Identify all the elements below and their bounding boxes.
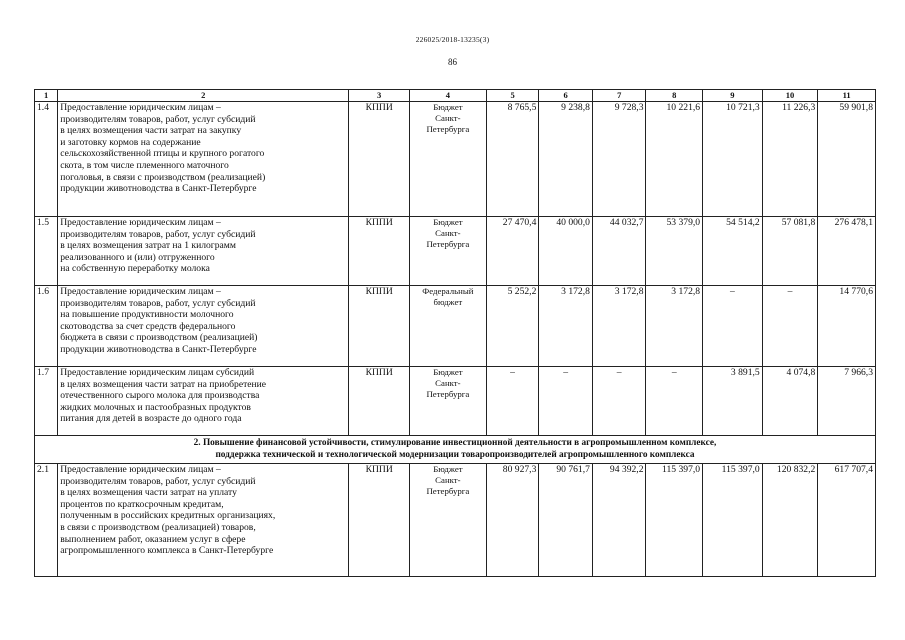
column-header: 7 [592, 90, 646, 102]
row-value: 94 392,2 [592, 464, 646, 577]
row-executor: КППИ [349, 367, 410, 436]
column-header-row [35, 90, 876, 102]
row-funding-source: Бюджет Санкт- Петербурга [409, 217, 486, 286]
row-value: 3 172,8 [592, 286, 646, 367]
row-value: 27 470,4 [486, 217, 539, 286]
table-row [35, 102, 876, 217]
row-value: 115 397,0 [646, 464, 703, 577]
row-number: 1.5 [35, 217, 58, 286]
row-description: Предоставление юридическим лицам – производителям товаров, работ, услуг субсидий в целях возмещения части затрат на закупку и заготовку кормов на содержание сельскохозяйственной птицы и крупного рогатого скота, в том числе племенного маточного поголовья, в связи с производством (реализацией) продукции животноводства в Санкт-Петербурге [58, 102, 349, 217]
row-funding-source: Бюджет Санкт- Петербурга [409, 464, 486, 577]
row-number: 1.6 [35, 286, 58, 367]
row-value: 53 379,0 [646, 217, 703, 286]
row-executor: КППИ [349, 102, 410, 217]
row-description: Предоставление юридическим лицам – производителям товаров, работ, услуг субсидий в целях возмещения затрат на 1 килограмм реализованного и (или) отгруженного на собственную переработку молока [58, 217, 349, 286]
column-header: 8 [646, 90, 703, 102]
row-value: 80 927,3 [486, 464, 539, 577]
row-description: Предоставление юридическим лицам – производителям товаров, работ, услуг субсидий в целях возмещения части затрат на уплату процентов по краткосрочным кредитам, полученным в российских кредитных организациях, в связи с производством (реализацией) товаров, выполнением работ, оказанием услуг в сфере агропромышленного комплекса в Санкт-Петербурге [58, 464, 349, 577]
row-description: Предоставление юридическим лицам – производителям товаров, работ, услуг субсидий на повышение продуктивности молочного скотоводства за счет средств федерального бюджета в связи с производством (реализацией) продукции животноводства в Санкт-Петербурге [58, 286, 349, 367]
column-header: 11 [818, 90, 876, 102]
row-value: 10 721,3 [703, 102, 763, 217]
row-value: 3 172,8 [539, 286, 593, 367]
page-number: 86 [448, 57, 457, 67]
document-id: 226025/2018-13235(3) [415, 35, 490, 44]
row-value: 40 000,0 [539, 217, 593, 286]
row-value: – [646, 367, 703, 436]
row-value: 44 032,7 [592, 217, 646, 286]
row-value: – [486, 367, 539, 436]
row-value: 115 397,0 [703, 464, 763, 577]
row-value: 11 226,3 [762, 102, 818, 217]
row-value: 4 074,8 [762, 367, 818, 436]
column-header: 6 [539, 90, 593, 102]
row-value: – [703, 286, 763, 367]
row-description: Предоставление юридическим лицам субсидий в целях возмещения части затрат на приобретение отечественного сырого молока для производства жидких молочных и пастообразных продуктов питания для детей в возрасте до одного года [58, 367, 349, 436]
column-header: 4 [409, 90, 486, 102]
row-number: 2.1 [35, 464, 58, 577]
row-value: 120 832,2 [762, 464, 818, 577]
row-value: – [762, 286, 818, 367]
row-funding-source: Бюджет Санкт- Петербурга [409, 367, 486, 436]
row-value: 3 891,5 [703, 367, 763, 436]
column-header: 3 [349, 90, 410, 102]
row-value: 5 252,2 [486, 286, 539, 367]
row-total: 59 901,8 [818, 102, 876, 217]
row-funding-source: Федеральный бюджет [409, 286, 486, 367]
section-header-row [35, 436, 876, 464]
row-number: 1.4 [35, 102, 58, 217]
column-header: 5 [486, 90, 539, 102]
row-funding-source: Бюджет Санкт- Петербурга [409, 102, 486, 217]
row-value: 8 765,5 [486, 102, 539, 217]
row-value: 54 514,2 [703, 217, 763, 286]
column-header: 9 [703, 90, 763, 102]
table-row [35, 464, 876, 577]
program-table [34, 89, 876, 577]
row-executor: КППИ [349, 217, 410, 286]
row-value: – [592, 367, 646, 436]
row-number: 1.7 [35, 367, 58, 436]
section-title: 2. Повышение финансовой устойчивости, стимулирование инвестиционной деятельности в агропромышленном комплексе, поддержка технической и технологической модернизации товаропроизводителей агропромышленного комплекса [35, 436, 876, 464]
row-value: – [539, 367, 593, 436]
row-value: 57 081,8 [762, 217, 818, 286]
row-executor: КППИ [349, 286, 410, 367]
row-value: 3 172,8 [646, 286, 703, 367]
column-header: 10 [762, 90, 818, 102]
row-total: 14 770,6 [818, 286, 876, 367]
table-row [35, 217, 876, 286]
table-row [35, 367, 876, 436]
row-total: 276 478,1 [818, 217, 876, 286]
row-executor: КППИ [349, 464, 410, 577]
row-value: 9 728,3 [592, 102, 646, 217]
row-total: 7 966,3 [818, 367, 876, 436]
row-value: 90 761,7 [539, 464, 593, 577]
row-value: 10 221,6 [646, 102, 703, 217]
table-row [35, 286, 876, 367]
column-header: 1 [35, 90, 58, 102]
row-total: 617 707,4 [818, 464, 876, 577]
row-value: 9 238,8 [539, 102, 593, 217]
column-header: 2 [58, 90, 349, 102]
